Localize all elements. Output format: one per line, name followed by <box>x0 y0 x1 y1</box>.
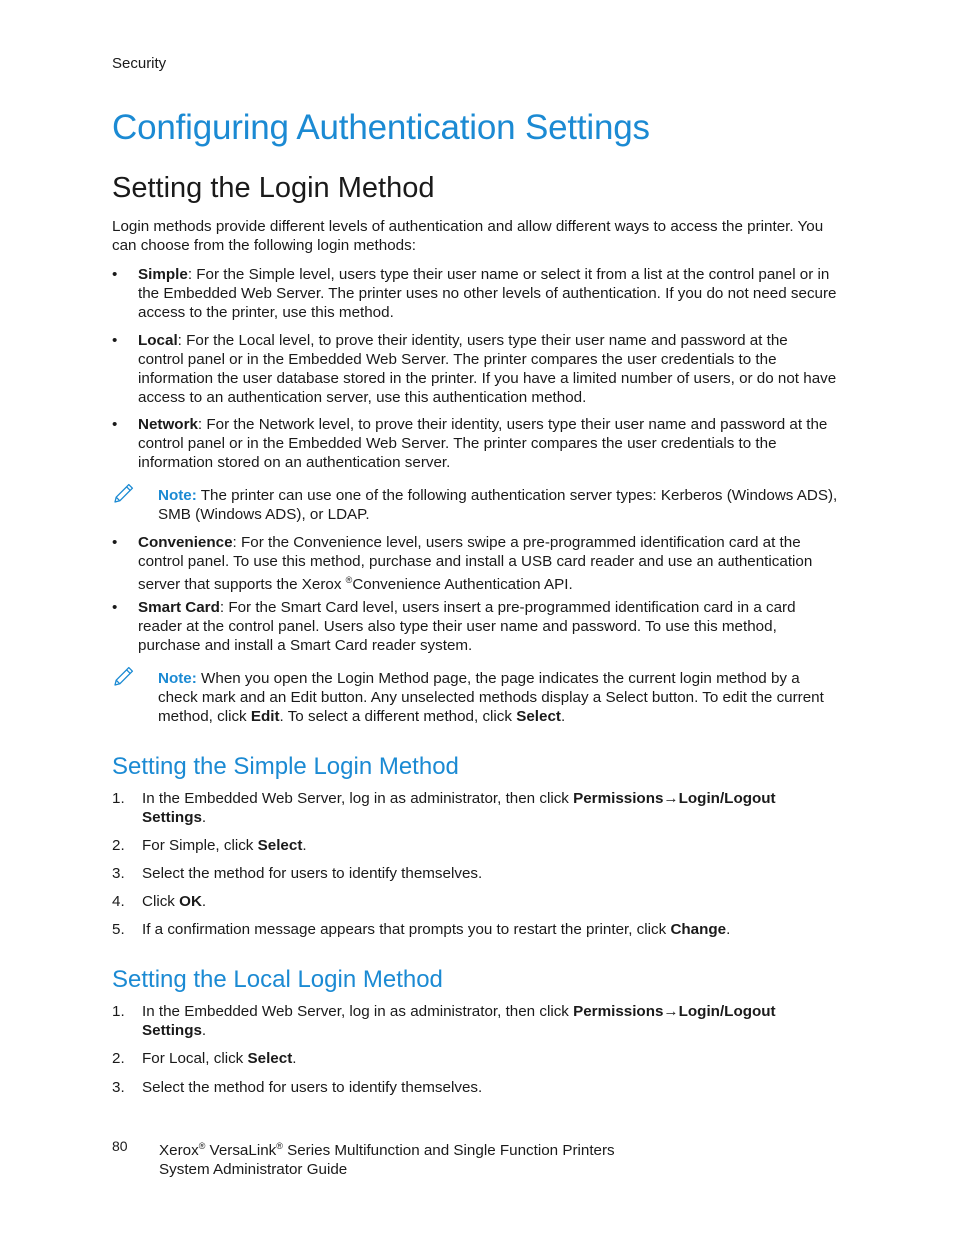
step-text-after: . <box>302 837 307 854</box>
bullet-text <box>138 533 837 594</box>
intro-paragraph: Login methods provide different levels of authentication and allow different ways to access the printer. You can choose from the following login methods: <box>112 218 824 254</box>
step-text-before: Click <box>142 893 180 910</box>
step-text-after: . <box>726 921 731 938</box>
step-number: 4. <box>112 893 125 910</box>
note-text <box>158 669 838 726</box>
footer-title <box>159 1137 759 1179</box>
step-number: 1. <box>112 1003 125 1020</box>
subsection-heading-simple: Setting the Simple Login Method <box>112 753 459 780</box>
step-text-before: For Local, click <box>142 1050 248 1067</box>
bullet-desc: : For the Local level, to prove their identity, users type their user name and password at the control panel or in the Embedded Web Server. The printer compares the user credentials to the information the user database stored in the printer. If you have a limited number of users, or do not have access to an authentication server, use this authentication method. <box>138 332 837 406</box>
bullet-desc: : For the Simple level, users type their user name or select it from a list at the control panel or in the Embedded Web Server. The printer uses no other levels of authentication. If you do not need secure access to the printer, use this method. <box>138 266 837 321</box>
bullet-dot: • <box>112 332 118 349</box>
footer-brand: Xerox <box>159 1142 199 1159</box>
note-select: Select <box>516 708 561 725</box>
footer-series: Series Multifunction and Single Function Printers <box>282 1142 615 1159</box>
pencil-icon <box>112 481 136 505</box>
bullet-dot: • <box>112 599 118 616</box>
step-number: 5. <box>112 921 125 938</box>
step-text <box>142 864 822 883</box>
step-text <box>142 1002 822 1040</box>
note-text <box>158 486 838 524</box>
note-body-end: . <box>560 708 566 725</box>
footer-line-1 <box>159 1137 759 1160</box>
bullet-term: Smart Card <box>138 599 220 616</box>
step-text-after: . <box>292 1050 297 1067</box>
note-edit: Edit <box>250 708 280 725</box>
footer-line-2: System Administrator Guide <box>159 1161 348 1178</box>
note-body-mid: . To select a different method, click <box>279 708 517 725</box>
step-number: 2. <box>112 1050 125 1067</box>
bullet-dot: • <box>112 534 118 551</box>
bullet-desc: : For the Smart Card level, users insert a pre-programmed identification card in a card reader at the control panel. Users also type their user name and password. To use this method, purchase and install a Smart Card reader system. <box>138 599 796 654</box>
step-text-before: In the Embedded Web Server, log in as administrator, then click <box>142 790 574 807</box>
step-number: 3. <box>112 1079 125 1096</box>
bullet-desc: : For the Network level, to prove their identity, users type their user name and password at the control panel or in the Embedded Web Server. The printer compares the user credentials to the information stored on an authentication server. <box>138 416 828 471</box>
footer-product: VersaLink <box>205 1142 277 1159</box>
bullet-term: Simple <box>138 266 188 283</box>
step-text-before: If a confirmation message appears that prompts you to restart the printer, click <box>142 921 671 938</box>
step-text-before: Select the method for users to identify themselves. <box>142 865 483 882</box>
bullet-desc: : For the Convenience level, users swipe a pre-programmed identification card at the control panel. To use this method, purchase and install a USB card reader and use an authentication server that supports the Xerox <box>138 534 813 593</box>
step-text <box>142 892 822 911</box>
pencil-icon <box>112 664 136 688</box>
bullet-dot: • <box>112 266 118 283</box>
note-body: When you open the Login Method page, the page indicates the current login method by a check mark and an Edit button. Any unselected methods display a Select button. To edit the current method, click <box>158 670 824 725</box>
step-text-bold: Permissions→Login/Logout Settings <box>142 1003 776 1039</box>
step-text-after: . <box>201 893 207 910</box>
step-text <box>142 1049 822 1068</box>
bullet-term: Local <box>138 332 178 349</box>
section-heading: Setting the Login Method <box>112 172 435 204</box>
step-text-after: . <box>201 809 207 826</box>
bullet-term: Network <box>138 416 198 433</box>
registered-mark: ® <box>276 1141 283 1151</box>
step-text <box>142 789 822 827</box>
subsection-heading-local: Setting the Local Login Method <box>112 966 443 993</box>
step-text-before: Select the method for users to identify themselves. <box>142 1079 483 1096</box>
running-header: Security <box>112 55 167 72</box>
registered-mark: ® <box>198 1141 206 1151</box>
note-body: The printer can use one of the following authentication server types: Kerberos (Windows ADS), SMB (Windows ADS), or LDAP. <box>158 487 838 523</box>
bullet-term: Convenience <box>138 534 233 551</box>
bullet-text <box>138 598 837 655</box>
bullet-desc-end: Convenience Authentication API. <box>352 576 573 593</box>
step-text-bold: Permissions→Login/Logout Settings <box>142 790 776 826</box>
step-number: 2. <box>112 837 125 854</box>
step-text-before: In the Embedded Web Server, log in as administrator, then click <box>142 1003 574 1020</box>
page-title: Configuring Authentication Settings <box>112 108 650 147</box>
bullet-text <box>138 415 837 472</box>
step-text-after: . <box>201 1022 207 1039</box>
step-text-bold: OK <box>179 893 202 910</box>
bullet-text <box>138 331 837 407</box>
registered-mark: ® <box>345 575 353 585</box>
step-text-bold: Select <box>257 837 303 854</box>
page-number: 80 <box>112 1138 128 1154</box>
step-text <box>142 920 822 939</box>
step-text-before: For Simple, click <box>142 837 258 854</box>
step-text <box>142 836 822 855</box>
note-label: Note: <box>158 487 197 504</box>
bullet-dot: • <box>112 416 118 433</box>
step-text-bold: Select <box>247 1050 293 1067</box>
step-text <box>142 1078 822 1097</box>
step-number: 3. <box>112 865 125 882</box>
step-number: 1. <box>112 790 125 807</box>
note-label: Note: <box>158 670 197 687</box>
step-text-bold: Change <box>670 921 727 938</box>
bullet-text <box>138 265 837 322</box>
